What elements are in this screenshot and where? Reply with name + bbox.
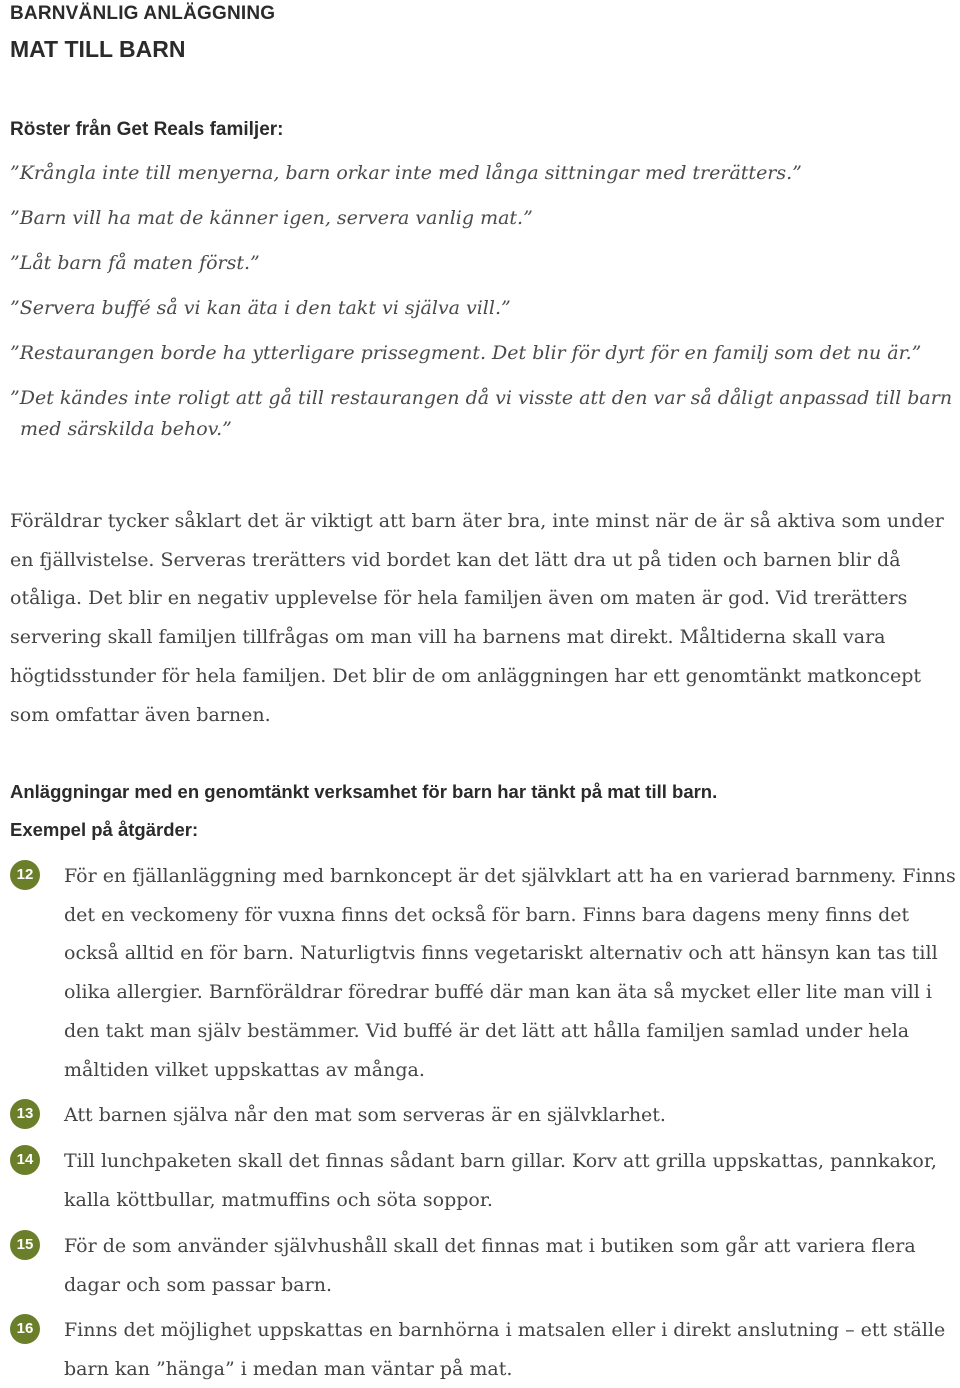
measure-number-badge: 15 [10, 1230, 40, 1260]
measure-text: Till lunchpaketen skall det finnas sådant barn gillar. Korv att grilla uppskattas, pannkakor, kalla köttbullar, matmuffins och söta soppor. [64, 1150, 937, 1211]
measure-text: För de som använder självhushåll skall det finnas mat i butiken som går att variera flera dagar och som passar barn. [64, 1235, 916, 1296]
examples-heading: Exempel på åtgärder: [10, 819, 199, 840]
family-quote: ”Barn vill ha mat de känner igen, servera vanlig mat.” [10, 207, 533, 229]
measure-number-badge: 13 [10, 1099, 40, 1129]
section-kicker: BARNVÄNLIG ANLÄGGNING [10, 3, 276, 24]
measure-text: Finns det möjlighet uppskattas en barnhörna i matsalen eller i direkt anslutning – ett ställe barn kan ”hänga” i medan man väntar på mat. [64, 1319, 946, 1380]
family-quote: ”Restaurangen borde ha ytterligare prissegment. Det blir för dyrt för en familj som det nu är.” [10, 342, 922, 364]
voices-heading: Röster från Get Reals familjer: [10, 119, 284, 140]
family-quote: ”Krångla inte till menyerna, barn orkar inte med långa sittningar med trerätters.” [10, 162, 802, 184]
measure-text: Att barnen själva når den mat som serveras är en självklarhet. [64, 1104, 666, 1126]
family-quote: ”Servera buffé så vi kan äta i den takt vi själva vill.” [10, 297, 511, 319]
family-quote: ”Det kändes inte roligt att gå till restaurangen då vi visste att den var så dåligt anpassad till barn med särskilda behov.” [10, 387, 953, 440]
measure-number-badge: 12 [10, 860, 40, 890]
page-title: MAT TILL BARN [10, 36, 186, 62]
family-quotes-list [10, 158, 955, 459]
family-quote: ”Låt barn få maten först.” [10, 252, 260, 274]
emphasis-statement: Anläggningar med en genomtänkt verksamhet för barn har tänkt på mat till barn. [10, 781, 718, 802]
measure-text: För en fjällanläggning med barnkoncept är det självklart att ha en varierad barnmeny. Finns det en veckomeny för vuxna finns det också för barn. Finns bara dagens meny finns det också alltid en för barn. Naturligtvis finns vegetariskt alternativ och att hänsyn kan tas till olika allergier. Barnföräldrar föredrar buffé där man kan äta så mycket eller lite man vill i den takt man själv bestämmer. Vid buffé är det lätt att hålla familjen samlad under hela måltiden vilket uppskattas av många. [64, 865, 956, 1081]
measure-number-badge: 14 [10, 1145, 40, 1175]
intro-paragraph: Föräldrar tycker såklart det är viktigt att barn äter bra, inte minst när de är så aktiva som under en fjällvistelse. Serveras trerätters vid bordet kan det lätt dra ut på tiden och barnen blir då otåliga. Det blir en negativ upplevelse för hela familjen även om maten är god. Vid trerätters servering skall familjen tillfrågas om man vill ha barnens mat direkt. Måltiderna skall vara högtidsstunder för hela familjen. Det blir de om anläggningen har ett genomtänkt matkoncept som omfattar även barnen. [10, 510, 944, 726]
measure-number-badge: 16 [10, 1314, 40, 1344]
